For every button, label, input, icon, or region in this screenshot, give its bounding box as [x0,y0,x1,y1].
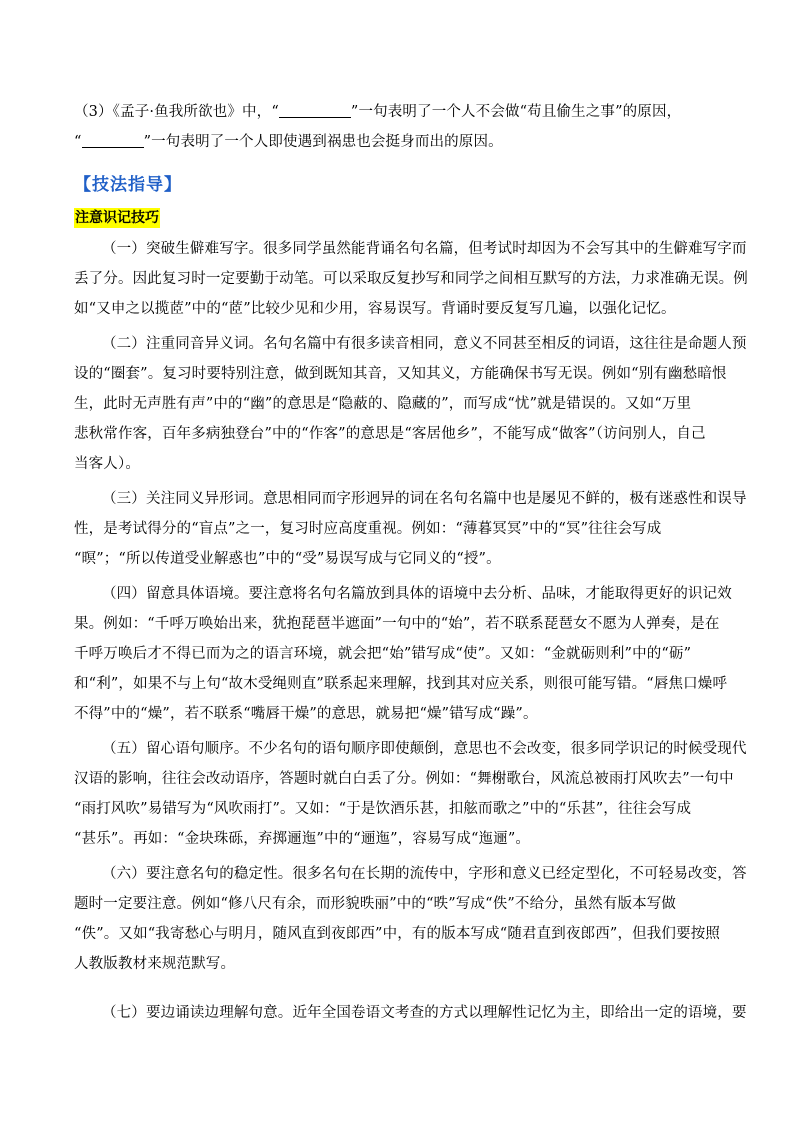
question-text: “ [74,134,82,150]
paragraph-line: 当客人）。 [74,456,140,472]
paragraph-line: （一）突破生僻难写字。很多同学虽然能背诵名句名篇，但考试时却因为不会写其中的生僻难写字而 [102,241,747,257]
paragraph-line: “佚”。又如“我寄愁心与明月，随风直到夜郎西”中，有的版本写成“随君直到夜郎西”，但我们要按照 [74,926,721,942]
paragraph-line: （六）要注意名句的稳定性。很多名句在长期的流传中，字形和意义已经定型化，不可轻易改变，答 [102,866,747,882]
paragraph-line: （七）要边诵读边理解句意。近年全国卷语文考查的方式以理解性记忆为主，即给出一定的语境，要 [102,1005,747,1021]
paragraph-line: 生，此时无声胜有声”中的“幽”的意思是“隐蔽的、隐藏的”，而写成“忧”就是错误的。又如“万里 [74,396,692,412]
paragraph-line: 汉语的影响，往往会改动语序，答题时就白白丢了分。例如：“舞榭歌台，风流总被雨打风吹去”一句中 [74,771,734,787]
question-text: ”一句表明了一个人即使遇到祸患也会挺身而出的原因。 [143,134,503,150]
section-heading: 【技法指导】 [74,175,182,195]
question-line-2 [74,131,724,153]
paragraph-line: 不得”中的“燥”，若不联系“嘴唇干燥”的意思，就易把“燥”错写成“躁”。 [74,706,538,722]
paragraph-line: 丢了分。因此复习时一定要勤于动笔。可以采取反复抄写和同学之间相互默写的方法，力求准确无误。例 [74,271,748,287]
question-text: ”一句表明了一个人不会做“苟且偷生之事”的原因， [350,104,682,120]
paragraph-line: 和“利”，如果不与上句“故木受绳则直”联系起来理解，找到其对应关系，则很可能写错。“唇焦口燥呼 [74,676,728,692]
paragraph-line: “雨打风吹”易错写为“风吹雨打”。又如：“于是饮酒乐甚，扣舷而歌之”中的“乐甚”，往往会写成 [74,801,692,817]
paragraph-line: 题时一定要注意。例如“修八尺有余，而形貌昳丽”中的“昳”写成“佚”不给分，虽然有版本写做 [74,896,677,912]
question-line-1 [74,101,724,123]
paragraph-line: （三）关注同义异形词。意思相同而字形迥异的词在名句名篇中也是屡见不鲜的，极有迷惑性和误导 [102,491,747,507]
paragraph-line: 果。例如：“千呼万唤始出来，犹抱琵琶半遮面”一句中的“始”，若不联系琵琶女不愿为人弹奏，是在 [74,616,720,632]
paragraph-line: 如“又申之以揽茝”中的“茝”比较少见和少用，容易误写。背诵时要反复写几遍，以强化记忆。 [74,301,676,317]
paragraph-line: 性，是考试得分的“盲点”之一，复习时应高度重视。例如：“薄暮冥冥”中的“冥”往往会写成 [74,521,662,537]
paragraph-line: （五）留心语句顺序。不少名句的语句顺序即使颠倒，意思也不会改变，很多同学识记的时候受现代 [102,741,747,757]
paragraph-line: 设的“圈套”。复习时要特别注意，做到既知其音，又知其义，方能确保书写无误。例如“别有幽愁暗恨 [74,366,727,382]
section-subheading: 注意识记技巧 [75,210,159,226]
paragraph-line: 人教版教材来规范默写。 [74,956,236,972]
paragraph-line: “甚乐”。再如：“金块珠砾，弃掷逦迤”中的“逦迤”，容易写成“迤逦”。 [74,831,531,847]
paragraph-line: （四）留意具体语境。要注意将名句名篇放到具体的语境中去分析、品味，才能取得更好的识记效 [102,586,732,602]
paragraph-line: “暝”；“所以传道受业解惑也”中的“受”易误写成与它同义的“授”。 [74,551,501,567]
answer-blank[interactable] [82,133,144,148]
paragraph-line: （二）注重同音异义词。名句名篇中有很多读音相同，意义不同甚至相反的词语，这往往是命题人预 [102,336,747,352]
question-text: （3）《孟子·鱼我所欲也》中，“ [74,104,279,120]
answer-blank[interactable] [279,103,351,118]
paragraph-line: 悲秋常作客，百年多病独登台”中的“作客”的意思是“客居他乡”，不能写成“做客”（访问别人，自己 [74,426,706,442]
paragraph-line: 千呼万唤后才不得已而为之的语言环境，就会把“始”错写成“使”。又如：“金就砺则利”中的“砺” [74,646,692,662]
